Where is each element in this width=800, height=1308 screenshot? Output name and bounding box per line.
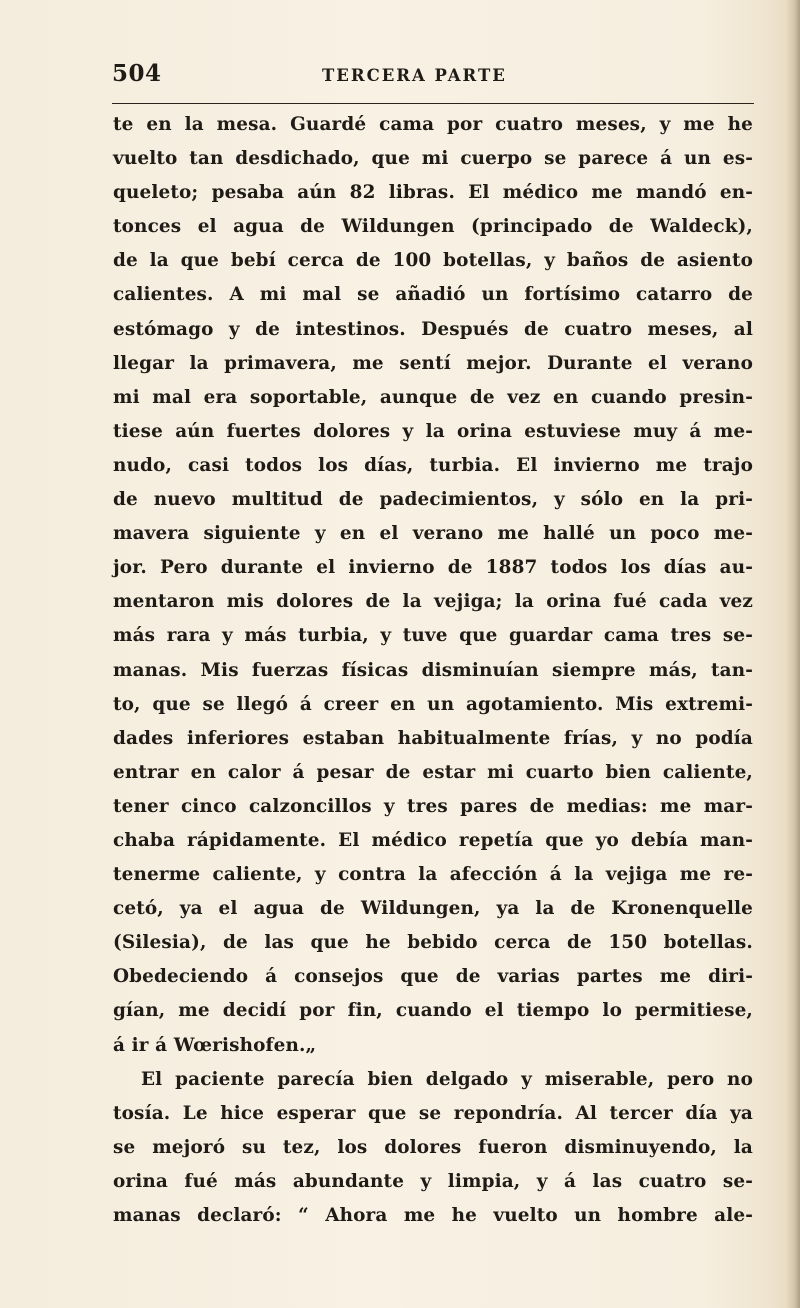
text-line: llegar la primavera, me sentí mejor. Durante el verano xyxy=(113,352,753,374)
text-line: de la que bebí cerca de 100 botellas, y baños de asiento xyxy=(113,250,753,272)
text-line: de nuevo multitud de padecimientos, y sólo en la pri- xyxy=(113,489,753,511)
page-header xyxy=(112,60,752,100)
text-line: más rara y más turbia, y tuve que guardar cama tres se- xyxy=(113,625,753,647)
text-line: jor. Pero durante el invierno de 1887 todos los días au- xyxy=(113,557,753,579)
text-line: tosía. Le hice esperar que se repondría. Al tercer día ya xyxy=(113,1102,753,1124)
text-line: cetó, ya el agua de Wildungen, ya la de Kronenquelle xyxy=(113,898,753,920)
text-line: manas. Mis fuerzas físicas disminuían siempre más, tan- xyxy=(113,659,753,681)
page-edge-shadow xyxy=(786,0,800,1308)
text-line: mentaron mis dolores de la vejiga; la orina fué cada vez xyxy=(113,591,753,613)
text-line: gían, me decidí por fin, cuando el tiempo lo permitiese, xyxy=(113,1000,753,1022)
text-line: vuelto tan desdichado, que mi cuerpo se parece á un es- xyxy=(113,148,753,170)
text-line: tener cinco calzoncillos y tres pares de medias: me mar- xyxy=(113,795,753,817)
text-line: estómago y de intestinos. Después de cuatro meses, al xyxy=(113,318,753,340)
text-line: nudo, casi todos los días, turbia. El invierno me trajo xyxy=(113,454,753,476)
text-line: mavera siguiente y en el verano me hallé un poco me- xyxy=(113,523,753,545)
text-line: tonces el agua de Wildungen (principado de Waldeck), xyxy=(113,216,753,238)
text-line: manas declaró: “ Ahora me he vuelto un hombre ale- xyxy=(113,1205,753,1226)
text-line: mi mal era soportable, aunque de vez en cuando presin- xyxy=(113,386,753,408)
text-line: entrar en calor á pesar de estar mi cuarto bien caliente, xyxy=(113,761,753,783)
text-line: tiese aún fuertes dolores y la orina estuviese muy á me- xyxy=(113,420,753,442)
text-line: queleto; pesaba aún 82 libras. El médico me mandó en- xyxy=(113,182,753,204)
text-line: tenerme caliente, y contra la afección á la vejiga me re- xyxy=(113,864,753,886)
header-rule xyxy=(112,103,754,104)
text-line: dades inferiores estaban habitualmente frías, y no podía xyxy=(113,727,753,749)
running-head: TERCERA PARTE xyxy=(322,66,507,85)
text-line: te en la mesa. Guardé cama por cuatro meses, y me he xyxy=(113,114,753,135)
text-line: se mejoró su tez, los dolores fueron disminuyendo, la xyxy=(113,1136,753,1158)
body-text xyxy=(113,108,753,1233)
text-line: calientes. A mi mal se añadió un fortísimo catarro de xyxy=(113,284,753,306)
page-number: 504 xyxy=(112,60,162,87)
text-line: Obedeciendo á consejos que de varias partes me diri- xyxy=(113,966,753,988)
text-line: (Silesia), de las que he bebido cerca de 150 botellas. xyxy=(113,932,753,954)
text-line: orina fué más abundante y limpia, y á las cuatro se- xyxy=(113,1170,753,1192)
text-line: to, que se llegó á creer en un agotamiento. Mis extremi- xyxy=(113,693,753,715)
paragraph-end-line: á ir á Wœrishofen.„ xyxy=(113,1034,317,1056)
text-line: chaba rápidamente. El médico repetía que yo debía man- xyxy=(113,829,753,851)
paragraph-start-line: El paciente parecía bien delgado y miserable, pero no xyxy=(141,1068,753,1090)
